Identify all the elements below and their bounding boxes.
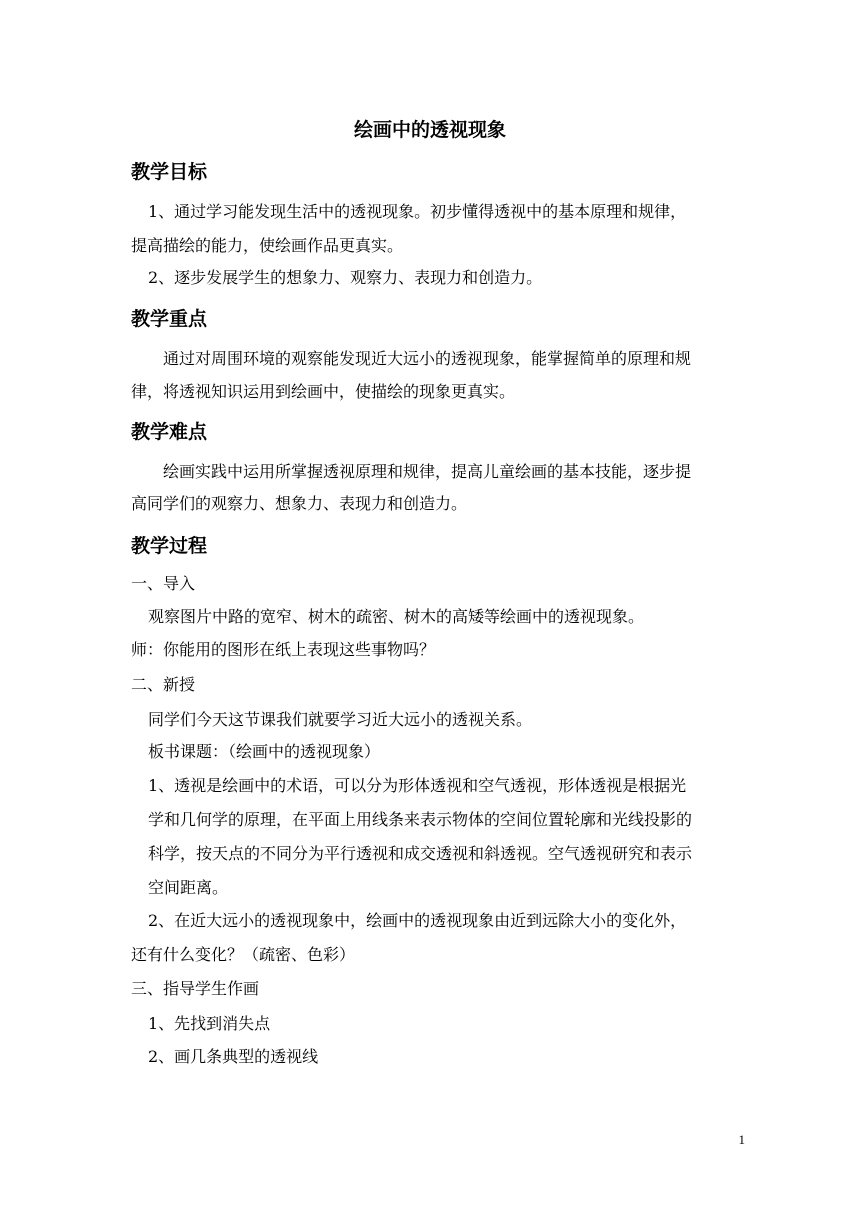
item-2-line-1: 2、在近大远小的透视现象中，绘画中的透视现象由近到远除大小的变化外，: [148, 911, 687, 930]
intro-line-1: 观察图片中路的宽窄、树木的疏密、树木的高矮等绘画中的透视现象。: [148, 607, 645, 626]
guide-step-2: 2、画几条典型的透视线: [148, 1047, 319, 1066]
new-heading: 二、新授: [131, 675, 196, 694]
difficulties-line-2: 高同学们的观察力、想象力、表现力和创造力。: [131, 494, 468, 513]
objective-2: 2、逐步发展学生的想象力、观察力、表现力和创造力。: [148, 268, 543, 287]
intro-line-2: 师：你能用的图形在纸上表现这些事物吗？: [131, 640, 436, 659]
guide-heading: 三、指导学生作画: [131, 979, 260, 998]
item-1-line-2: 学和几何学的原理，在平面上用线条来表示物体的空间位置轮廓和光线投影的: [148, 810, 693, 829]
objective-1-line-2: 提高描绘的能力，使绘画作品更真实。: [131, 236, 404, 255]
key-points-line-2: 律，将透视知识运用到绘画中，使描绘的现象更真实。: [131, 382, 516, 401]
heading-process: 教学过程: [131, 535, 208, 557]
heading-difficulties: 教学难点: [131, 421, 208, 443]
intro-heading: 一、导入: [131, 574, 196, 593]
item-2-line-2: 还有什么变化？（疏密、色彩）: [131, 945, 356, 964]
key-points-line-1: 通过对周围环境的观察能发现近大远小的透视现象，能掌握简单的原理和规: [163, 349, 692, 368]
page-number: 1: [738, 1132, 745, 1147]
heading-objectives: 教学目标: [131, 161, 208, 183]
item-1-line-4: 空间距离。: [148, 878, 229, 897]
difficulties-line-1: 绘画实践中运用所掌握透视原理和规律，提高儿童绘画的基本技能，逐步提: [163, 462, 692, 481]
item-1-line-3: 科学，按天点的不同分为平行透视和成交透视和斜透视。空气透视研究和表示: [148, 844, 693, 863]
item-1-line-1: 1、透视是绘画中的术语，可以分为形体透视和空气透视，形体透视是根据光: [148, 776, 687, 795]
new-line-1: 同学们今天这节课我们就要学习近大远小的透视关系。: [148, 710, 533, 729]
heading-key-points: 教学重点: [131, 308, 208, 330]
document-title: 绘画中的透视现象: [353, 119, 506, 141]
guide-step-1: 1、先找到消失点: [148, 1014, 271, 1033]
new-line-2: 板书课题：（绘画中的透视现象）: [148, 742, 381, 761]
objective-1-line-1: 1、通过学习能发现生活中的透视现象。初步懂得透视中的基本原理和规律，: [148, 202, 687, 221]
